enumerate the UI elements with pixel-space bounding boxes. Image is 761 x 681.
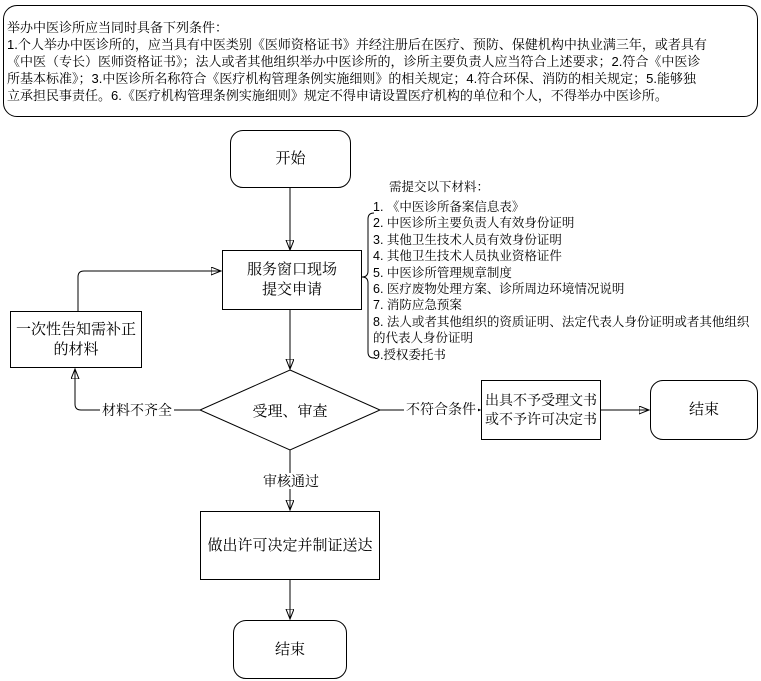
materials-item: 9.授权委托书	[373, 347, 446, 362]
materials-item: 1. 《中医诊所备案信息表》	[373, 200, 525, 214]
reject-document-line1: 出具不予受理文书	[485, 392, 597, 408]
end-node-right-label: 结束	[688, 401, 719, 418]
conditions-line: 所基本标准》；3.中医诊所名称符合《医疗机构管理条例实施细则》的相关规定；4.符合环保、消防的相关规定；5.能够独	[7, 71, 697, 86]
submit-application-line1: 服务窗口现场	[246, 261, 337, 278]
materials-item: 7. 消防应急预案	[373, 298, 462, 313]
start-node-label: 开始	[275, 150, 306, 167]
end-node-bottom	[233, 620, 347, 679]
decision-delivery-node	[200, 511, 380, 580]
notify-correction-line1: 一次性告知需补正	[15, 320, 136, 338]
edge-label-not-qualified: 不符合条件	[406, 401, 476, 417]
materials-item: 3. 其他卫生技术人员有效身份证明	[373, 232, 562, 247]
conditions-line: 1.个人举办中医诊所的，应当具有中医类别《医师资格证书》并经注册后在医疗、预防、保健机构中执业满三年，或者具有	[7, 37, 707, 52]
edge-label-review-passed: 审核通过	[263, 473, 319, 489]
materials-item: 6. 医疗废物处理方案、诊所周边环境情况说明	[373, 282, 625, 297]
submit-application-node	[222, 250, 362, 310]
review-decision-node	[200, 370, 380, 450]
end-node-bottom-label: 结束	[274, 640, 305, 658]
conditions-note	[3, 5, 758, 117]
conditions-line: 立承担民事责任。6.《医疗机构管理条例实施细则》规定不得申请设置医疗机构的单位和个人，不得举办中医诊所。	[7, 88, 668, 103]
materials-item: 2. 中医诊所主要负责人有效身份证明	[373, 216, 575, 231]
materials-title: 需提交以下材料：	[389, 180, 490, 194]
materials-item: 5. 中医诊所管理规章制度	[373, 265, 512, 280]
conditions-line: 举办中医诊所应当同时具备下列条件：	[7, 20, 229, 35]
reject-document-node	[481, 380, 601, 440]
materials-list	[373, 199, 757, 363]
conditions-line: 《中医（专长）医师资格证书》；法人或者其他组织举办中医诊所的，诊所主要负责人应当符合上述要求；2.符合《中医诊	[7, 54, 701, 69]
submit-application-line2: 提交申请	[261, 281, 322, 298]
reject-document-line2: 或不予许可决定书	[485, 411, 597, 427]
start-node	[230, 130, 351, 188]
edge-notify-to-submit	[78, 271, 221, 311]
decision-delivery-label: 做出许可决定并制证送达	[207, 536, 373, 554]
review-decision-label: 受理、审查	[252, 402, 328, 420]
notify-correction-line2: 的材料	[53, 340, 99, 358]
materials-item: 4. 其他卫生技术人员执业资格证件	[373, 249, 562, 264]
materials-item: 8. 法人或者其他组织的资质证明、法定代表人身份证明或者其他组织的代表人身份证明	[373, 314, 750, 346]
end-node-right	[650, 380, 758, 440]
edge-label-materials-incomplete: 材料不齐全	[102, 402, 172, 418]
notify-correction-node	[10, 311, 142, 368]
